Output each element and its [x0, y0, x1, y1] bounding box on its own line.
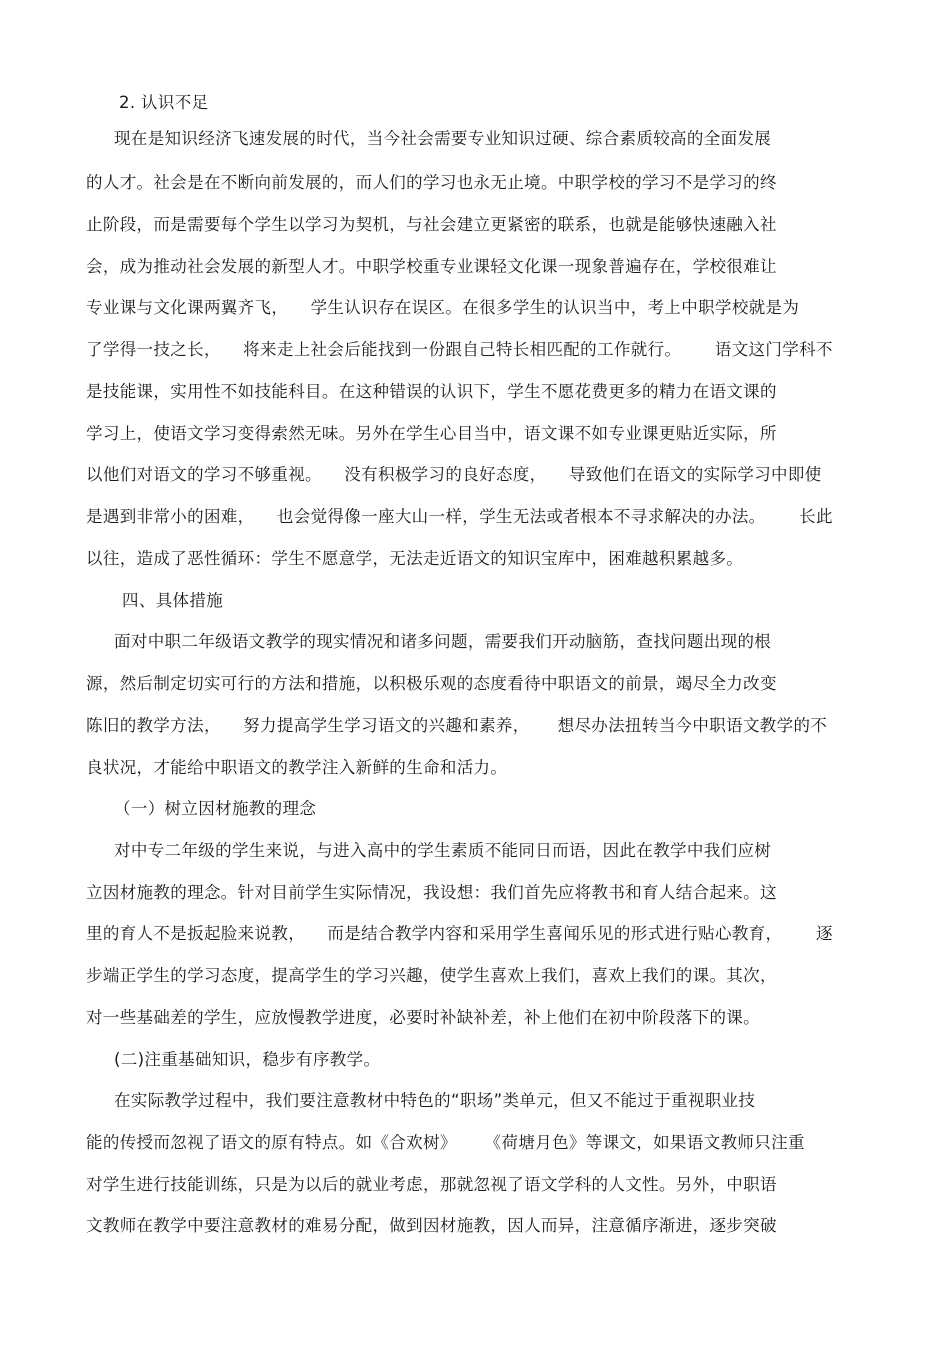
paragraph-line: 在实际教学过程中，我们要注意教材中特色的“职场”类单元，但又不能过于重视职业技	[114, 1091, 756, 1110]
paragraph-line: 对学生进行技能训练，只是为以后的就业考虑，那就忽视了语文学科的人文性。另外，中职语	[86, 1175, 777, 1194]
paragraph-line: 步端正学生的学习态度，提高学生的学习兴趣，使学生喜欢上我们，喜欢上我们的课。其次，	[86, 966, 777, 985]
paragraph-line: 立因材施教的理念。针对目前学生实际情况，我设想：我们首先应将教书和育人结合起来。这	[86, 883, 777, 902]
paragraph-line: 对中专二年级的学生来说，与进入高中的学生素质不能同日而语，因此在教学中我们应树	[114, 841, 772, 860]
paragraph-line: 止阶段，而是需要每个学生以学习为契机，与社会建立更紧密的联系，也就是能够快速融入社	[86, 215, 777, 234]
paragraph-line: 陈旧的教学方法， 努力提高学生学习语文的兴趣和素养， 想尽办法扭转当今中职语文教学的不	[86, 716, 828, 735]
paragraph-line: 以他们对语文的学习不够重视。 没有积极学习的良好态度， 导致他们在语文的实际学习中即使	[86, 465, 822, 484]
paragraph-line: 良状况，才能给中职语文的教学注入新鲜的生命和活力。	[86, 758, 508, 777]
paragraph-line: 能的传授而忽视了语文的原有特点。如《合欢树》 《荷塘月色》等课文，如果语文教师只注重	[86, 1133, 805, 1152]
subheading-two: (二)注重基础知识，稳步有序教学。	[114, 1050, 381, 1069]
paragraph-line: 专业课与文化课两翼齐飞， 学生认识存在误区。在很多学生的认识当中，考上中职学校就是为	[86, 298, 800, 317]
paragraph-line: 会，成为推动社会发展的新型人才。中职学校重专业课轻文化课一现象普遍存在，学校很难让	[86, 257, 777, 276]
paragraph-line: 里的育人不是扳起脸来说教， 而是结合教学内容和采用学生喜闻乐见的形式进行贴心教育， 逐	[86, 924, 833, 943]
paragraph-line: 以往，造成了恶性循环：学生不愿意学，无法走近语文的知识宝库中，困难越积累越多。	[86, 549, 744, 568]
paragraph-line: 现在是知识经济飞速发展的时代，当今社会需要专业知识过硬、综合素质较高的全面发展	[114, 129, 772, 148]
paragraph-line: 源，然后制定切实可行的方法和措施，以积极乐观的态度看待中职语文的前景，竭尽全力改变	[86, 674, 777, 693]
paragraph-line: 学习上，使语文学习变得索然无味。另外在学生心目当中，语文课不如专业课更贴近实际，所	[86, 424, 777, 443]
subheading-one: （一）树立因材施教的理念	[114, 799, 317, 818]
paragraph-line: 的人才。社会是在不断向前发展的，而人们的学习也永无止境。中职学校的学习不是学习的终	[86, 173, 777, 192]
paragraph-line: 是技能课，实用性不如技能科目。在这种错误的认识下，学生不愿花费更多的精力在语文课的	[86, 382, 777, 401]
paragraph-line: 面对中职二年级语文教学的现实情况和诸多问题，需要我们开动脑筋，查找问题出现的根	[114, 632, 772, 651]
section-heading-measures: 四、具体措施	[122, 591, 224, 610]
paragraph-line: 对一些基础差的学生，应放慢教学进度，必要时补缺补差，补上他们在初中阶段落下的课。	[86, 1008, 760, 1027]
paragraph-line: 文教师在教学中要注意教材的难易分配，做到因材施教，因人而异，注意循序渐进，逐步突破	[86, 1216, 777, 1235]
subheading-cognition: 2. 认识不足	[119, 93, 209, 112]
paragraph-line: 了学得一技之长， 将来走上社会后能找到一份跟自己特长相匹配的工作就行。 语文这门学科不	[86, 340, 833, 359]
paragraph-line: 是遇到非常小的困难， 也会觉得像一座大山一样，学生无法或者根本不寻求解决的办法。 长此	[86, 507, 833, 526]
